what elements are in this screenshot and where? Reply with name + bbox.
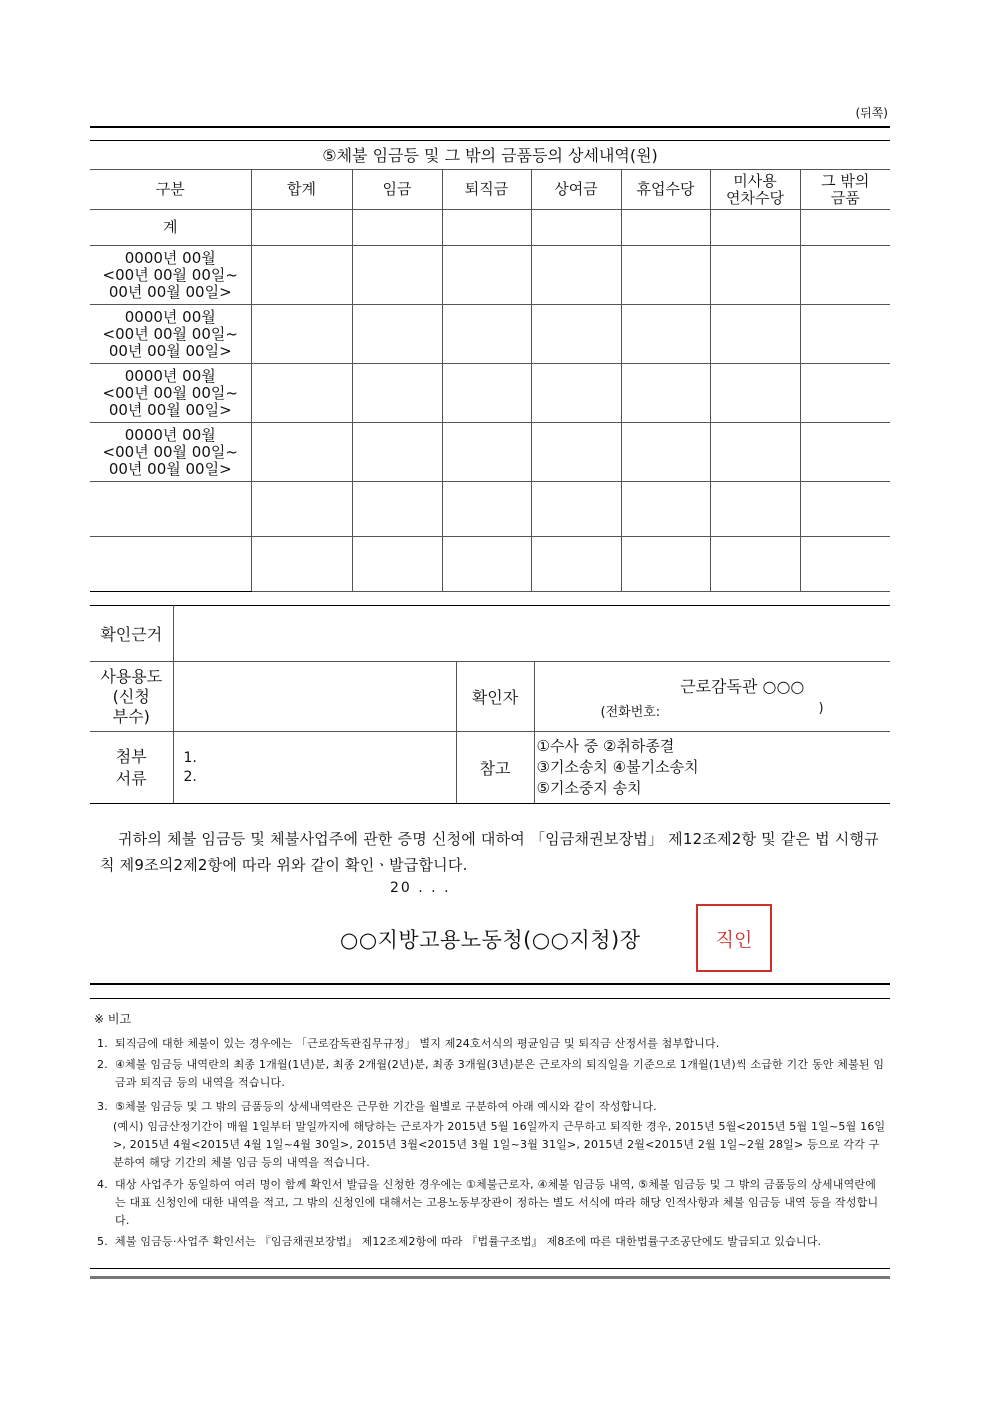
table-cell[interactable] xyxy=(442,537,531,592)
usage-field[interactable] xyxy=(173,662,456,732)
table-cell[interactable] xyxy=(352,246,442,305)
period-label: 0000년 00월 <00년 00월 00일~ 00년 00월 00일> xyxy=(90,305,251,364)
table-cell[interactable] xyxy=(251,305,352,364)
table-cell[interactable] xyxy=(352,537,442,592)
table-cell[interactable] xyxy=(621,364,710,423)
header-unused-leave-allowance: 미사용 연차수당 xyxy=(710,170,800,210)
table-cell[interactable] xyxy=(710,210,800,246)
table-cell[interactable] xyxy=(621,537,710,592)
table-cell[interactable] xyxy=(710,246,800,305)
table-cell[interactable] xyxy=(621,305,710,364)
table-cell[interactable] xyxy=(442,364,531,423)
table-cell[interactable] xyxy=(352,210,442,246)
bottom-rule-thin xyxy=(90,1268,890,1269)
usage-label: 사용용도 (신청 부수) xyxy=(90,662,173,732)
table-cell[interactable] xyxy=(352,305,442,364)
basis-label: 확인근거 xyxy=(90,606,173,662)
table-cell[interactable] xyxy=(621,246,710,305)
phone-close: ) xyxy=(818,700,824,716)
note-item: 5. 체불 임금등·사업주 확인서는 『임금채권보장법』 제12조제2항에 따라 『법률구조법』 제8조에 따른 대한법률구조공단에도 발급되고 있습니다. xyxy=(97,1235,822,1248)
table-cell[interactable] xyxy=(621,210,710,246)
table-cell[interactable] xyxy=(710,423,800,482)
header-total: 합계 xyxy=(251,170,352,210)
table-cell[interactable] xyxy=(800,210,890,246)
table-cell[interactable] xyxy=(710,364,800,423)
table-cell[interactable] xyxy=(442,305,531,364)
note-item: 3. ⑤체불 임금등 및 그 밖의 금품등의 상세내역란은 근무한 기간을 월별로 구분하여 아래 예시와 같이 작성합니다. xyxy=(97,1100,657,1113)
table-cell[interactable] xyxy=(352,482,442,537)
note-item: 2. ④체불 임금등 내역란의 최종 1개월(1년)분, 최종 2개월(2년)분, 최종 3개월(3년)분은 근로자의 퇴직일을 기준으로 1개월(1년)씩 소급한 기간 동안 체불된 임금과 퇴직금 등의 내역을 적습니다. xyxy=(97,1058,885,1089)
table-cell[interactable] xyxy=(800,364,890,423)
official-seal xyxy=(696,904,772,972)
table-cell[interactable] xyxy=(442,423,531,482)
header-wage: 임금 xyxy=(352,170,442,210)
period-label: 0000년 00월 <00년 00월 00일~ 00년 00월 00일> xyxy=(90,246,251,305)
period-label: 0000년 00월 <00년 00월 00일~ 00년 00월 00일> xyxy=(90,364,251,423)
table-cell[interactable] xyxy=(90,482,251,537)
confirmer-label: 확인자 xyxy=(456,662,534,732)
top-rule xyxy=(90,126,890,128)
table-cell[interactable] xyxy=(442,246,531,305)
table-cell[interactable] xyxy=(352,423,442,482)
table-cell[interactable] xyxy=(710,305,800,364)
table-cell[interactable] xyxy=(800,482,890,537)
phone-label: (전화번호: xyxy=(600,704,661,720)
table-cell[interactable] xyxy=(531,537,621,592)
table-cell[interactable] xyxy=(531,482,621,537)
table-cell[interactable] xyxy=(800,246,890,305)
notes-rule-top xyxy=(90,983,890,985)
issuing-authority: ○○지방고용노동청(○○지청)장 xyxy=(340,928,641,952)
table-cell[interactable] xyxy=(251,537,352,592)
confirmation-table xyxy=(90,605,890,804)
seal-text: 직인 xyxy=(715,928,753,951)
issuance-notice: 귀하의 체불 임금등 및 체불사업주에 관한 증명 신청에 대하여 「임금채권보장법」 제12조제2항 및 같은 법 시행규칙 제9조의2제2항에 따라 위와 같이 확인ㆍ발급합니다. xyxy=(100,830,879,874)
notes-title: ※ 비고 xyxy=(94,1012,132,1026)
table-cell[interactable] xyxy=(800,423,890,482)
table-cell[interactable] xyxy=(621,482,710,537)
page-side-label: (뒤쪽) xyxy=(855,106,888,120)
table-cell[interactable] xyxy=(90,537,251,592)
table-cell[interactable] xyxy=(531,246,621,305)
notes-rule-second xyxy=(90,998,890,999)
reference-label: 참고 xyxy=(456,732,534,804)
table-cell[interactable] xyxy=(621,423,710,482)
reference-options: ①수사 중 ②취하종결 ③기소송치 ④불기소송치 ⑤기소중지 송치 xyxy=(534,732,890,804)
note-item: 1. 퇴직금에 대한 체불이 있는 경우에는 「근로감독관집무규정」 별지 제24호서식의 평균임금 및 퇴직금 산정서를 첨부합니다. xyxy=(97,1037,720,1050)
table-cell[interactable] xyxy=(442,210,531,246)
header-shutdown-allowance: 휴업수당 xyxy=(621,170,710,210)
issue-date: 20 . . . xyxy=(390,880,451,896)
header-other-money: 그 밖의 금품 xyxy=(800,170,890,210)
attachments-field[interactable]: 1. 2. xyxy=(173,732,456,804)
table-cell[interactable] xyxy=(531,364,621,423)
header-severance: 퇴직금 xyxy=(442,170,531,210)
note-item: 4. 대상 사업주가 동일하여 여러 명이 함께 확인서 발급을 신청한 경우에는 ①체불근로자, ④체불 임금등 내역, ⑤체불 임금등 및 그 밖의 금품등의 상세내역란에는 대표 신청인에 대한 내역을 적고, 그 밖의 신청인에 대해서는 고용노동부장관이 정하는 별도 서식에 따라 해당 인적사항과 체불 임금등 내역 등을 작성합니다. xyxy=(97,1178,879,1227)
table-cell[interactable] xyxy=(710,537,800,592)
total-row-label: 계 xyxy=(90,210,251,246)
confirmer-field[interactable] xyxy=(534,662,890,732)
detail-table xyxy=(90,140,890,592)
table-cell[interactable] xyxy=(531,305,621,364)
note-example: (예시) 임금산정기간이 매월 1일부터 말일까지에 해당하는 근로자가 2015년 5월 16일까지 근무하고 퇴직한 경우, 2015년 5월<2015년 5월 1일~5월 16일>, 2015년 4월<2015년 4월 1일~4월 30일>, 2015년 3월<2015년 3월 1일~3월 31일>, 2015년 2월<2015년 2월 1일~2월 28일> 등으로 각각 구분하여 해당 기간의 체불 임금 등의 내역을 적습니다. xyxy=(113,1120,886,1169)
table-cell[interactable] xyxy=(251,423,352,482)
table-cell[interactable] xyxy=(251,364,352,423)
detail-table-title: ⑤체불 임금등 및 그 밖의 금품등의 상세내역(원) xyxy=(90,141,890,170)
table-cell[interactable] xyxy=(251,482,352,537)
period-label: 0000년 00월 <00년 00월 00일~ 00년 00월 00일> xyxy=(90,423,251,482)
header-bonus: 상여금 xyxy=(531,170,621,210)
table-cell[interactable] xyxy=(352,364,442,423)
bottom-rule-thick xyxy=(90,1276,890,1279)
table-cell[interactable] xyxy=(531,423,621,482)
table-cell[interactable] xyxy=(442,482,531,537)
attachments-label: 첨부 서류 xyxy=(90,732,173,804)
table-cell[interactable] xyxy=(531,210,621,246)
table-cell[interactable] xyxy=(251,246,352,305)
table-cell[interactable] xyxy=(251,210,352,246)
confirmer-name: 근로감독관 ○○○ xyxy=(680,676,805,696)
table-cell[interactable] xyxy=(800,305,890,364)
table-cell[interactable] xyxy=(710,482,800,537)
table-cell[interactable] xyxy=(800,537,890,592)
header-category: 구분 xyxy=(90,170,251,210)
basis-field[interactable] xyxy=(173,606,890,662)
